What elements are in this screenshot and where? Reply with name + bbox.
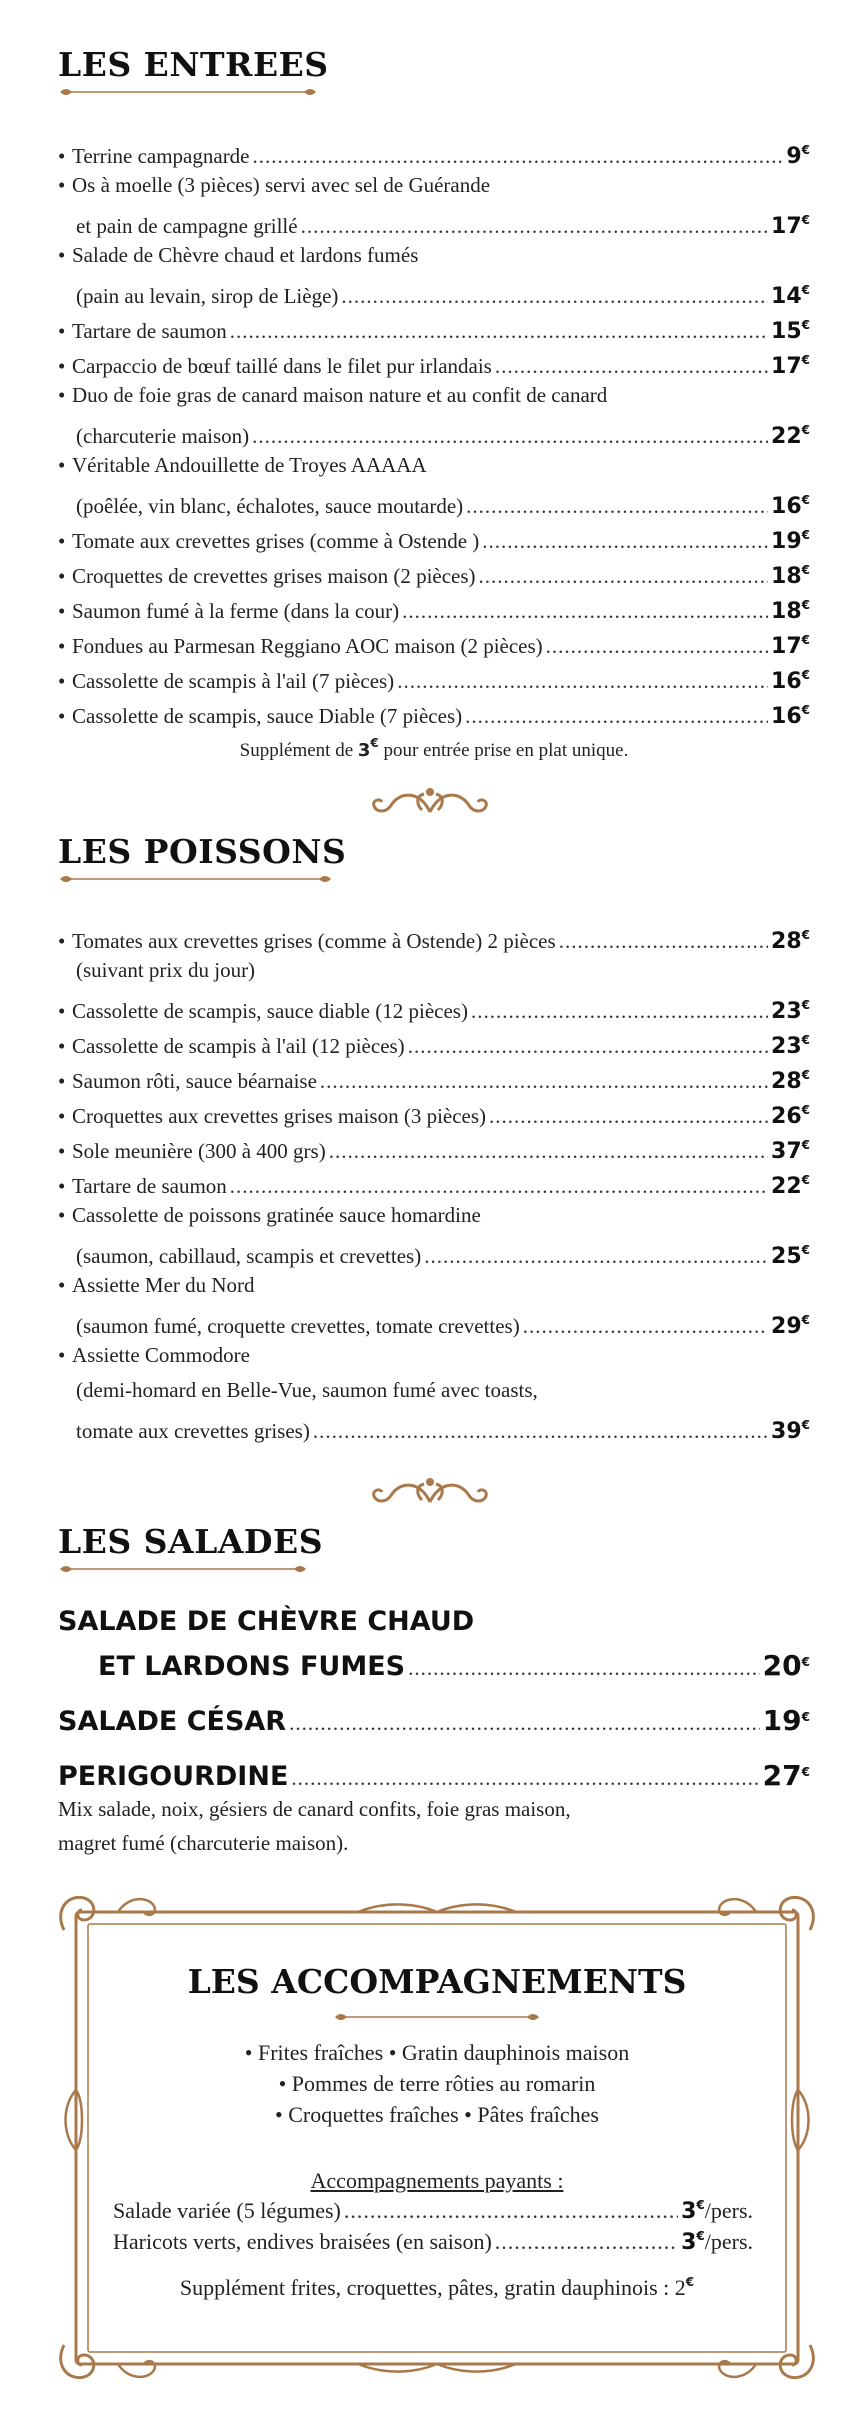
paid-side-price: 3€ <box>681 2229 705 2255</box>
menu-item-detail: (charcuterie maison) <box>76 424 250 448</box>
menu-item-name: Assiette Mer du Nord <box>72 1273 255 1297</box>
menu-item: • Sole meunière (300 à 400 grs) ..... 37€ <box>58 1128 810 1163</box>
menu-item-price: 9€ <box>786 143 810 169</box>
salad-description: Mix salade, noix, gésiers de canard confits, foie gras maison, <box>58 1797 571 1821</box>
menu-item-name: Saumon rôti, sauce béarnaise <box>72 1069 317 1093</box>
paid-side-label: Salade variée (5 légumes) <box>113 2198 341 2223</box>
salad-description: magret fumé (charcuterie maison). <box>58 1831 349 1855</box>
poissons-list <box>58 918 810 1443</box>
menu-item-detail: tomate aux crevettes grises) <box>76 1419 310 1443</box>
salad-name: ET LARDONS FUMES <box>98 1651 406 1682</box>
menu-item-price: 25€ <box>771 1243 810 1269</box>
title-underline-ornament <box>58 85 318 99</box>
salad-name: PERIGOURDINE <box>58 1761 289 1792</box>
menu-item-price: 39€ <box>771 1418 810 1444</box>
accompagnements-title: LES ACCOMPAGNEMENTS <box>187 1962 687 2001</box>
entrees-header <box>58 45 810 99</box>
salades-title: LES SALADES <box>58 1522 324 1561</box>
menu-item-price: 16€ <box>771 493 810 519</box>
menu-item-name: Tartare de saumon <box>72 319 227 343</box>
menu-item: • Terrine campagnarde ..... 9€ <box>58 133 810 168</box>
menu-item: • Croquettes de crevettes grises maison (2 pièces) ..... 18€ <box>58 553 810 588</box>
menu-item-price: 26€ <box>771 1103 810 1129</box>
menu-item: • Carpaccio de bœuf taillé dans le filet pur irlandais ..... 17€ <box>58 343 810 378</box>
menu-item-price: 16€ <box>771 668 810 694</box>
menu-item: • Duo de foie gras de canard maison nature et au confit de canard (charcuterie maison) ..... 22€ <box>58 378 810 448</box>
accompagnement-line: • Frites fraîches • Gratin dauphinois maison <box>244 2040 630 2065</box>
menu-item-name: Assiette Commodore <box>72 1343 250 1367</box>
menu-item-price: 37€ <box>771 1138 810 1164</box>
menu-item: • Fondues au Parmesan Reggiano AOC maison (2 pièces) ..... 17€ <box>58 623 810 658</box>
paid-side-label: Haricots verts, endives braisées (en saison) <box>113 2229 492 2254</box>
menu-item-name: Fondues au Parmesan Reggiano AOC maison (2 pièces) <box>72 634 543 658</box>
menu-item: • Cassolette de scampis à l'ail (12 pièces) ..... 23€ <box>58 1023 810 1058</box>
menu-item-name: Saumon fumé à la ferme (dans la cour) <box>72 599 400 623</box>
menu-item-price: 29€ <box>771 1313 810 1339</box>
menu-item-name: Sole meunière (300 à 400 grs) <box>72 1139 326 1163</box>
title-underline-ornament <box>58 1562 308 1576</box>
menu-item-name: Terrine campagnarde <box>72 144 250 168</box>
salades-header <box>58 1522 810 1576</box>
entrees-title: LES ENTREES <box>58 45 329 84</box>
menu-item-name: Cassolette de scampis, sauce Diable (7 pièces) <box>72 704 463 728</box>
menu-item-price: 23€ <box>771 998 810 1024</box>
paid-sides-title: Accompagnements payants : <box>310 2168 564 2193</box>
menu-item: • Cassolette de scampis, sauce Diable (7 pièces) ..... 16€ <box>58 693 810 728</box>
menu-item: • Cassolette de poissons gratinée sauce homardine (saumon, cabillaud, scampis et crevettes) ..... 25€ <box>58 1198 810 1268</box>
accompagnement-line: • Pommes de terre rôties au romarin <box>278 2071 596 2096</box>
menu-item-name: Croquettes aux crevettes grises maison (3 pièces) <box>72 1104 487 1128</box>
menu-item-price: 18€ <box>771 598 810 624</box>
menu-item: • Tomates aux crevettes grises (comme à Ostende) 2 pièces ..... 28€ (suivant prix du jour) <box>58 918 810 988</box>
menu-item-price: 17€ <box>771 213 810 239</box>
menu-item-name: Tomate aux crevettes grises (comme à Ostende ) <box>72 529 480 553</box>
salad-item <box>58 1602 810 1682</box>
menu-item-price: 14€ <box>771 283 810 309</box>
menu-item-detail: (saumon, cabillaud, scampis et crevettes) <box>76 1244 422 1268</box>
paid-side-row: Haricots verts, endives braisées (en saison) ..... 3€ /pers. <box>113 2229 753 2255</box>
menu-item-name: Véritable Andouillette de Troyes AAAAA <box>72 453 427 477</box>
menu-item-price: 17€ <box>771 633 810 659</box>
menu-item: • Véritable Andouillette de Troyes AAAAA (poêlée, vin blanc, échalotes, sauce moutarde) ..... 16€ <box>58 448 810 518</box>
salad-item <box>58 1697 810 1737</box>
menu-item-name: Salade de Chèvre chaud et lardons fumés <box>72 243 419 267</box>
menu-item: • Cassolette de scampis à l'ail (7 pièces) ..... 16€ <box>58 658 810 693</box>
salad-price: 19€ <box>762 1704 810 1737</box>
menu-item-price: 23€ <box>771 1033 810 1059</box>
supplement-note: Supplément frites, croquettes, pâtes, gratin dauphinois : 2€ <box>179 2275 695 2300</box>
accompagnement-line: • Croquettes fraîches • Pâtes fraîches <box>275 2102 599 2127</box>
menu-item-name: Cassolette de poissons gratinée sauce homardine <box>72 1203 481 1227</box>
menu-item-detail: et pain de campagne grillé <box>76 214 298 238</box>
salad-name: SALADE CÉSAR <box>58 1706 287 1737</box>
flourish-ornament <box>370 1472 490 1516</box>
menu-item: • Salade de Chèvre chaud et lardons fumés (pain au levain, sirop de Liège) ..... 14€ <box>58 238 810 308</box>
flourish-ornament <box>370 782 490 826</box>
menu-item-name: Carpaccio de bœuf taillé dans le filet pur irlandais <box>72 354 492 378</box>
salad-price: 20€ <box>762 1649 810 1682</box>
menu-item: • Tartare de saumon ..... 22€ <box>58 1163 810 1198</box>
menu-item-price: 22€ <box>771 423 810 449</box>
menu-item-price: 15€ <box>771 318 810 344</box>
accompagnements-box <box>58 1890 816 2385</box>
salad-item <box>58 1752 810 1860</box>
salad-name: SALADE DE CHÈVRE CHAUD <box>58 1606 475 1637</box>
menu-item-detail: (poêlée, vin blanc, échalotes, sauce moutarde) <box>76 494 464 518</box>
title-underline-ornament <box>58 872 333 886</box>
menu-item: • Tartare de saumon ..... 15€ <box>58 308 810 343</box>
paid-side-row: Salade variée (5 légumes) ..... 3€ /pers. <box>113 2198 753 2224</box>
menu-item-detail: (pain au levain, sirop de Liège) <box>76 284 339 308</box>
menu-item-name: Cassolette de scampis à l'ail (12 pièces) <box>72 1034 405 1058</box>
menu-item: • Assiette Commodore (demi-homard en Belle-Vue, saumon fumé avec toasts, tomate aux crevettes grises) ..... 39€ <box>58 1338 810 1443</box>
menu-item-price: 18€ <box>771 563 810 589</box>
menu-item-price: 19€ <box>771 528 810 554</box>
salad-price: 27€ <box>762 1759 810 1792</box>
entrees-supplement-note: Supplément de 3€ pour entrée prise en plat unique. <box>239 736 629 761</box>
salades-list <box>58 1602 810 1875</box>
paid-side-price: 3€ <box>681 2198 705 2224</box>
menu-item: • Assiette Mer du Nord (saumon fumé, croquette crevettes, tomate crevettes) ..... 29€ <box>58 1268 810 1338</box>
menu-item-name: Croquettes de crevettes grises maison (2 pièces) <box>72 564 476 588</box>
menu-item: • Saumon fumé à la ferme (dans la cour) ..... 18€ <box>58 588 810 623</box>
menu-item-detail: (saumon fumé, croquette crevettes, tomate crevettes) <box>76 1314 520 1338</box>
menu-item: • Croquettes aux crevettes grises maison (3 pièces) ..... 26€ <box>58 1093 810 1128</box>
poissons-title: LES POISSONS <box>58 832 347 871</box>
poissons-header <box>58 832 810 886</box>
menu-item: • Saumon rôti, sauce béarnaise ..... 28€ <box>58 1058 810 1093</box>
menu-item-price: 22€ <box>771 1173 810 1199</box>
menu-item-name: Os à moelle (3 pièces) servi avec sel de Guérande <box>72 173 491 197</box>
menu-item-price: 17€ <box>771 353 810 379</box>
menu-item-name: Tartare de saumon <box>72 1174 227 1198</box>
menu-item-name: Tomates aux crevettes grises (comme à Ostende) 2 pièces <box>72 929 556 953</box>
menu-item-detail: (suivant prix du jour) <box>76 958 256 982</box>
menu-item-name: Cassolette de scampis, sauce diable (12 pièces) <box>72 999 468 1023</box>
menu-item: • Tomate aux crevettes grises (comme à Ostende ) ..... 19€ <box>58 518 810 553</box>
menu-item-name: Cassolette de scampis à l'ail (7 pièces) <box>72 669 395 693</box>
menu-item-price: 16€ <box>771 703 810 729</box>
menu-item-price: 28€ <box>771 1068 810 1094</box>
menu-item-name: Duo de foie gras de canard maison nature et au confit de canard <box>72 383 608 407</box>
menu-item: • Cassolette de scampis, sauce diable (12 pièces) ..... 23€ <box>58 988 810 1023</box>
title-underline-ornament <box>333 2010 541 2024</box>
entrees-list <box>58 133 810 728</box>
menu-item-detail: (demi-homard en Belle-Vue, saumon fumé avec toasts, <box>76 1378 538 1402</box>
menu-item-price: 28€ <box>771 928 810 954</box>
menu-item: • Os à moelle (3 pièces) servi avec sel de Guérande et pain de campagne grillé ..... 17€ <box>58 168 810 238</box>
